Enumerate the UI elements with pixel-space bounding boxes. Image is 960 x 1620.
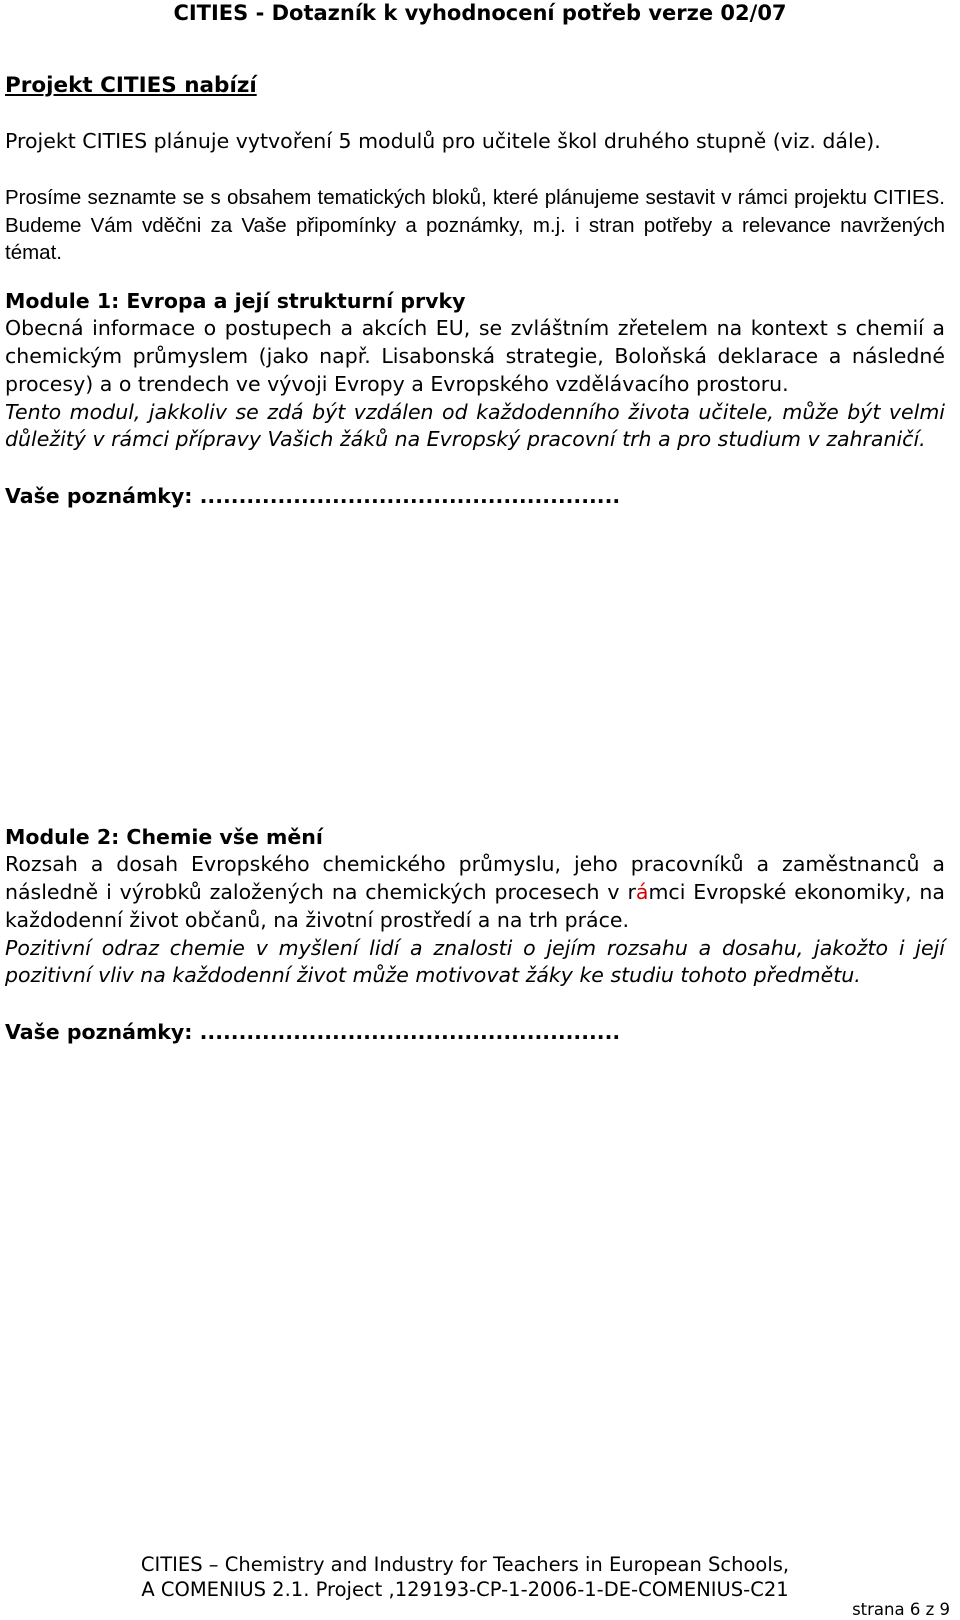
page-header xyxy=(0,0,960,26)
intro-heading: Projekt CITIES nabízí xyxy=(5,73,257,98)
module-1-notes: Vaše poznámky: ...................................................... xyxy=(5,484,621,509)
footer-line-2: A COMENIUS 2.1. Project ,129193-CP-1-2006-1-DE-COMENIUS-C21 xyxy=(141,1578,789,1601)
page-number: strana 6 z 9 xyxy=(852,1600,950,1619)
module-2-italic-text: Pozitivní odraz chemie v myšlení lidí a znalosti o jejím rozsahu a dosahu, jakožto i její pozitivní vliv na každodenní život může motivovat žáky ke studiu tohoto předmětu. xyxy=(5,935,945,988)
module-2-text xyxy=(5,851,960,934)
module-1-title: Module 1: Evropa a její strukturní prvky xyxy=(5,289,466,314)
module-1-italic-text: Tento modul, jakkoliv se zdá být vzdálen od každodenního života učitele, může být velmi důležitý v rámci přípravy Vašich žáků na Evropský pracovní trh a pro studium v zahraničí. xyxy=(5,399,945,452)
module-2-notes: Vaše poznámky: ...................................................... xyxy=(5,1020,621,1045)
spacer xyxy=(5,454,960,482)
module-2-text-highlight: á xyxy=(635,879,649,904)
module-1-section xyxy=(5,287,960,510)
module-1-text: Obecná informace o postupech a akcích EU, se zvláštním zřetelem na kontext s chemií a chemickým průmyslem (jako např. Lisabonská strategie, Boloňská deklarace a následné procesy) a o trendech ve vývoji Evropy a Evropského vzdělávacího prostoru. xyxy=(5,316,945,396)
footer-line-1: CITIES – Chemistry and Industry for Teachers in European Schools, xyxy=(140,1553,790,1576)
intro-paragraph-2: Prosíme seznamte se s obsahem tematických bloků, které plánujeme sestavit v rámci projektu CITIES. Budeme Vám vděčni za Vaše připomínky a poznámky, m.j. i stran potřeby a relevance navržených témat. xyxy=(5,185,945,265)
module-2-title: Module 2: Chemie vše mění xyxy=(5,825,323,850)
spacer xyxy=(5,156,960,184)
module-2-text-part-2: mci Evropské ekonomiky, na každodenní život občanů, na životní prostředí a na trh práce. xyxy=(5,879,945,932)
spacer xyxy=(5,267,960,287)
module-2-text-part-1: Rozsah a dosah Evropského chemického průmyslu, jeho pracovníků a zaměstnanců a následně i výrobků založených na chemických procesech v r xyxy=(5,852,945,904)
spacer xyxy=(5,990,960,1018)
module-2-section xyxy=(5,823,960,1046)
header-title: CITIES - Dotazník k vyhodnocení potřeb verze 02/07 xyxy=(173,1,787,25)
page-footer xyxy=(0,1552,930,1602)
document-body xyxy=(5,72,960,1046)
intro-paragraph-1: Projekt CITIES plánuje vytvoření 5 modulů pro učitele škol druhého stupně (viz. dále). xyxy=(5,129,881,153)
notes-space xyxy=(5,510,960,823)
